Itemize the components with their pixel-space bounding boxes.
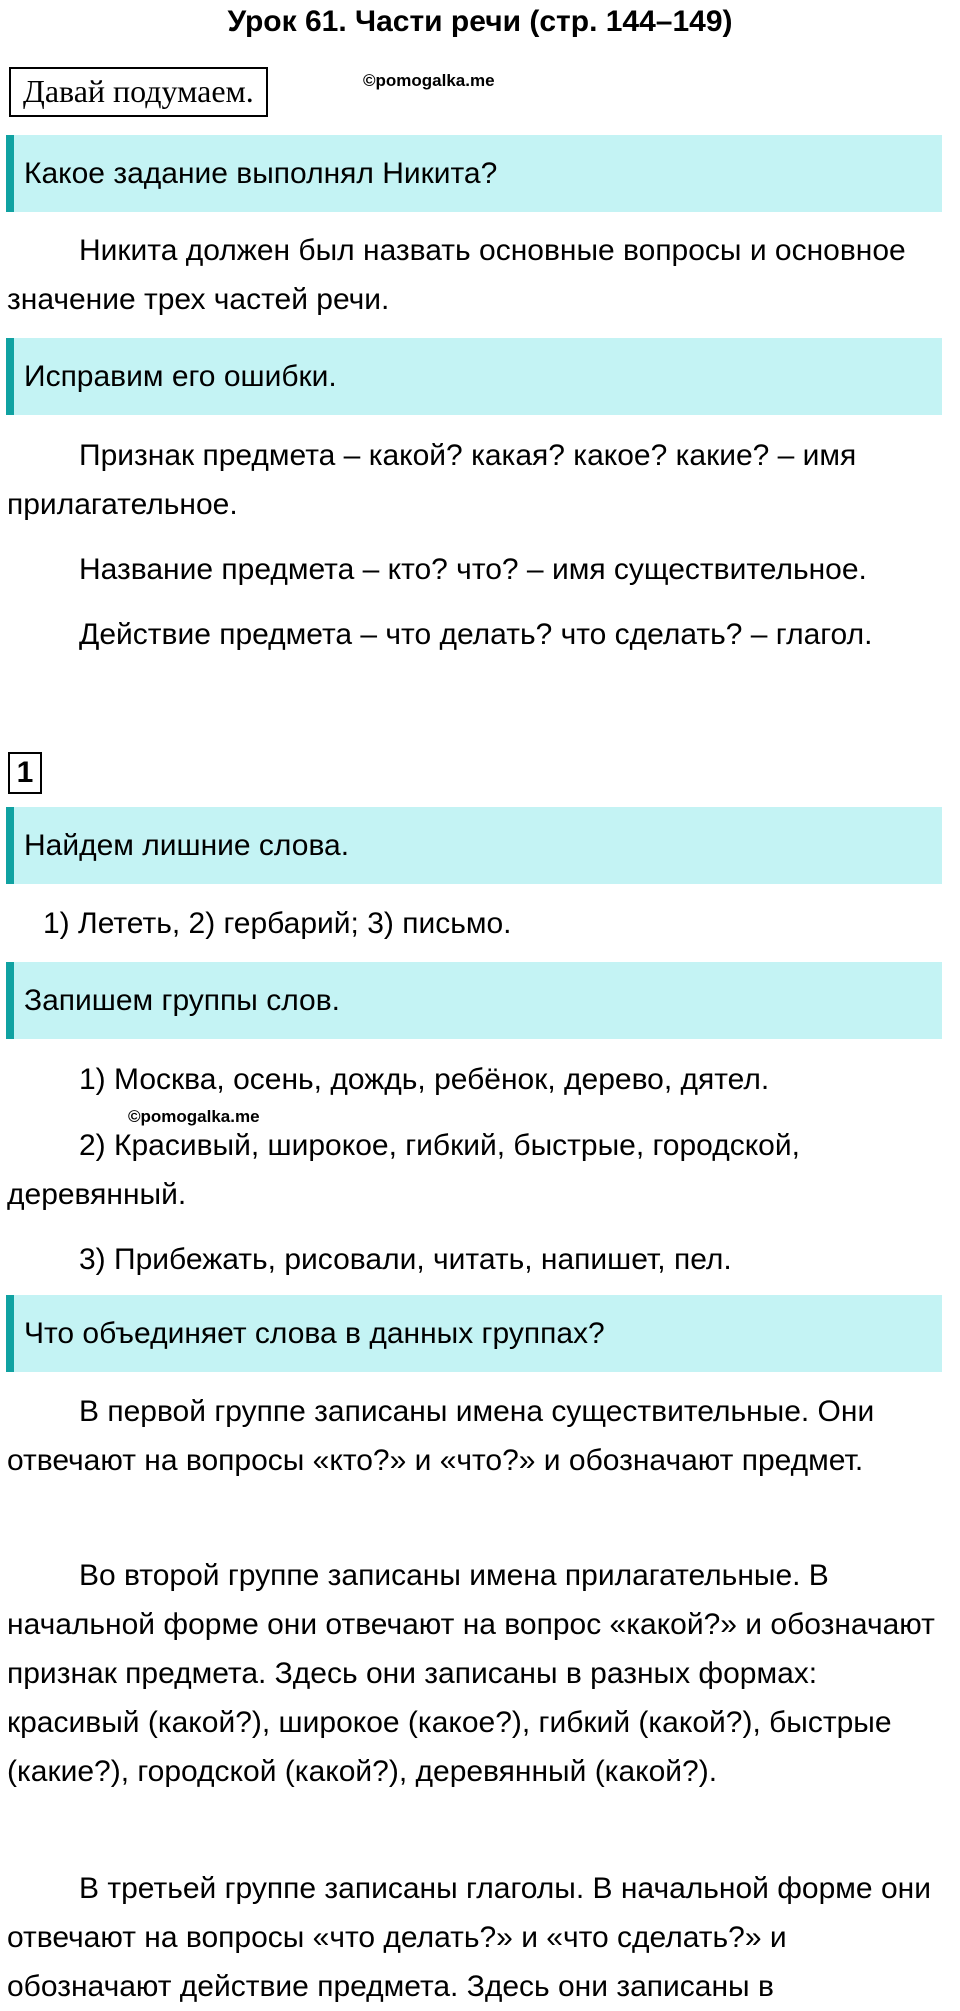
answer-paragraph: Признак предмета – какой? какая? какое? какие? – имя прилагательное.	[7, 439, 857, 521]
question-bar: Исправим его ошибки.	[6, 338, 942, 415]
word-group: 1) Москва, осень, дождь, ребёнок, дерево, дятел.	[79, 1063, 770, 1096]
question-bar: Запишем группы слов.	[6, 962, 942, 1039]
word-group: 3) Прибежать, рисовали, читать, напишет, пел.	[79, 1243, 732, 1276]
question-bar: Какое задание выполнял Никита?	[6, 135, 942, 212]
watermark: ©pomogalka.me	[128, 1107, 260, 1126]
exercise-number: 1	[8, 752, 42, 794]
answer-line: 1) Лететь, 2) гербарий; 3) письмо.	[43, 907, 512, 940]
section-label: Давай подумаем.	[9, 67, 268, 117]
answer-paragraph: В третьей группе записаны глаголы. В начальной форме они отвечают на вопросы «что делать?» и «что сделать?» и обозначают действие предмета. Здесь они записаны в	[7, 1872, 931, 2003]
answer-paragraph: Во второй группе записаны имена прилагательные. В начальной форме они отвечают на вопрос «какой?» и обозначают признак предмета. Здесь они записаны в разных формах: красивый (какой?), широкое (какое?), гибкий (какой?), быстрые (какие?), городской (какой?), деревянный (какой?).	[7, 1559, 935, 1788]
answer-paragraph: Действие предмета – что делать? что сделать? – глагол.	[79, 618, 873, 651]
question-bar: Найдем лишние слова.	[6, 807, 942, 884]
word-group: 2) Красивый, широкое, гибкий, быстрые, городской, деревянный.	[7, 1129, 800, 1211]
page-title: Урок 61. Части речи (стр. 144–149)	[227, 5, 733, 38]
watermark: ©pomogalka.me	[363, 71, 495, 90]
answer-paragraph: В первой группе записаны имена существительные. Они отвечают на вопросы «кто?» и «что?» и обозначают предмет.	[7, 1395, 875, 1477]
answer-paragraph: Никита должен был назвать основные вопросы и основное значение трех частей речи.	[7, 234, 906, 316]
question-bar: Что объединяет слова в данных группах?	[6, 1295, 942, 1372]
answer-paragraph: Название предмета – кто? что? – имя существительное.	[79, 553, 867, 586]
